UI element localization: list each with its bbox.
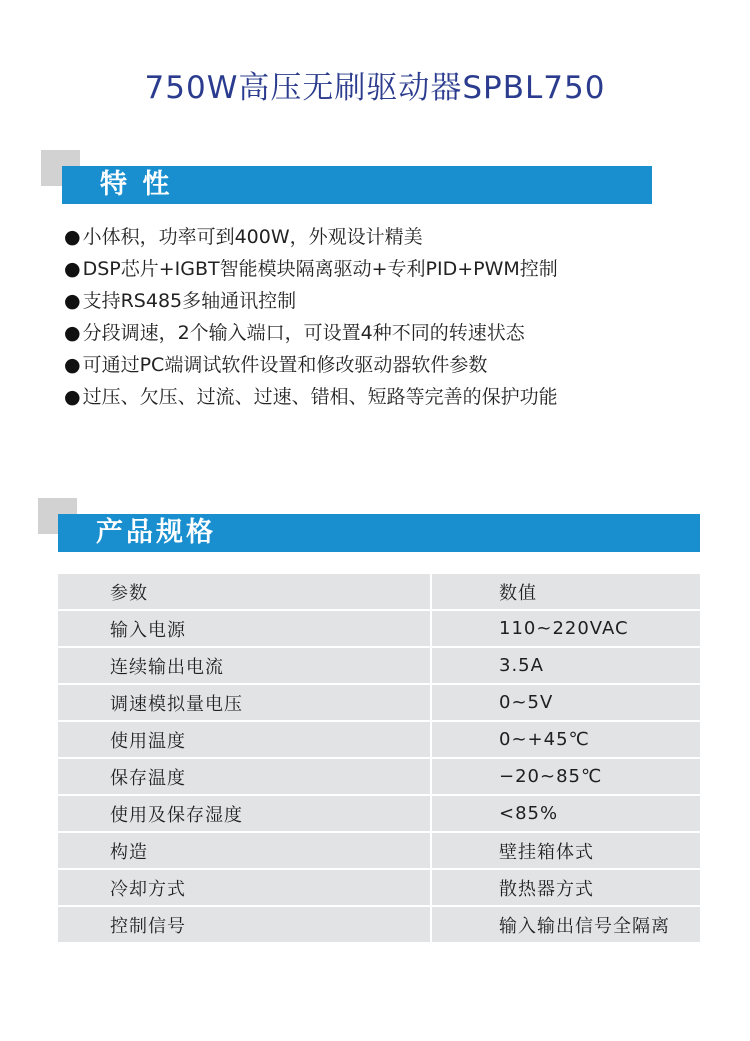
value-cell: 壁挂箱体式 xyxy=(431,832,700,869)
features-heading: 特 性 xyxy=(100,169,173,200)
features-section-header xyxy=(41,150,651,200)
table-row xyxy=(58,610,700,647)
bullet-icon: ● xyxy=(64,290,81,312)
value-cell: <85% xyxy=(431,795,700,832)
header-bar xyxy=(58,514,700,552)
value-cell: 110~220VAC xyxy=(431,610,700,647)
param-cell: 使用及保存湿度 xyxy=(58,795,431,832)
feature-item xyxy=(64,320,558,352)
param-cell: 冷却方式 xyxy=(58,869,431,906)
table-row xyxy=(58,647,700,684)
table-row xyxy=(58,795,700,832)
page-title: 750W高压无刷驱动器SPBL750 xyxy=(144,70,606,106)
value-cell: −20~85℃ xyxy=(431,758,700,795)
value-cell: 散热器方式 xyxy=(431,869,700,906)
table-row xyxy=(58,832,700,869)
param-cell: 控制信号 xyxy=(58,906,431,943)
features-list xyxy=(64,224,558,416)
header-bar xyxy=(62,166,652,204)
feature-text: 支持RS485多轴通讯控制 xyxy=(82,290,297,312)
column-header-value: 数值 xyxy=(431,574,700,610)
value-cell: 输入输出信号全隔离 xyxy=(431,906,700,943)
feature-text: 小体积，功率可到400W，外观设计精美 xyxy=(82,226,423,248)
table-row xyxy=(58,758,700,795)
bullet-icon: ● xyxy=(64,258,81,280)
feature-item xyxy=(64,256,558,288)
feature-item xyxy=(64,352,558,384)
value-cell: 3.5A xyxy=(431,647,700,684)
param-cell: 调速模拟量电压 xyxy=(58,684,431,721)
param-cell: 使用温度 xyxy=(58,721,431,758)
feature-item xyxy=(64,384,558,416)
feature-text: 可通过PC端调试软件设置和修改驱动器软件参数 xyxy=(82,354,488,376)
param-cell: 构造 xyxy=(58,832,431,869)
column-header-param: 参数 xyxy=(58,574,431,610)
value-cell: 0~5V xyxy=(431,684,700,721)
feature-text: 过压、欠压、过流、过速、错相、短路等完善的保护功能 xyxy=(82,386,558,408)
bullet-icon: ● xyxy=(64,386,81,408)
param-cell: 保存温度 xyxy=(58,758,431,795)
param-cell: 连续输出电流 xyxy=(58,647,431,684)
table-row xyxy=(58,869,700,906)
spec-table xyxy=(58,574,700,944)
table-row xyxy=(58,721,700,758)
param-cell: 输入电源 xyxy=(58,610,431,647)
bullet-icon: ● xyxy=(64,226,81,248)
specs-heading: 产品规格 xyxy=(96,517,216,548)
feature-text: DSP芯片+IGBT智能模块隔离驱动+专利PID+PWM控制 xyxy=(82,258,558,280)
value-cell: 0~+45℃ xyxy=(431,721,700,758)
table-header-row xyxy=(58,574,700,610)
feature-item xyxy=(64,288,558,320)
bullet-icon: ● xyxy=(64,354,81,376)
feature-item xyxy=(64,224,558,256)
bullet-icon: ● xyxy=(64,322,81,344)
feature-text: 分段调速，2个输入端口，可设置4种不同的转速状态 xyxy=(82,322,525,344)
table-row xyxy=(58,684,700,721)
specs-section-header xyxy=(38,498,700,548)
table-row xyxy=(58,906,700,943)
